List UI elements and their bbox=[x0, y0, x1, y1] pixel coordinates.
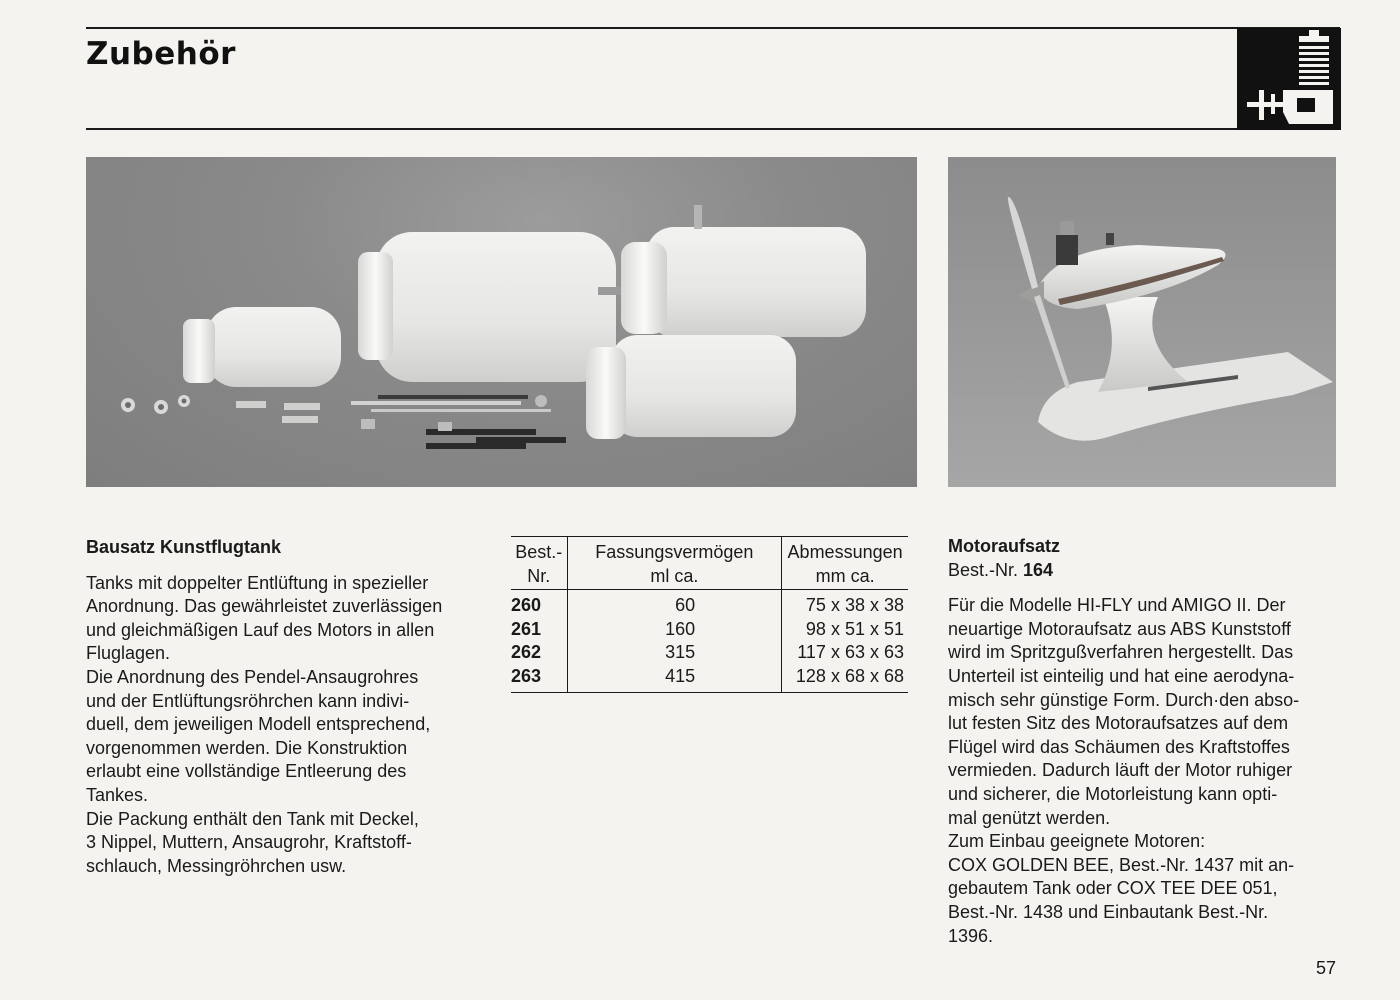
order-number-line bbox=[948, 559, 1348, 583]
order-number-value: 164 bbox=[1023, 559, 1054, 580]
cell-dimensions: 128 x 68 x 68 bbox=[782, 665, 908, 692]
text-line: Zum Einbau geeignete Motoren: bbox=[948, 831, 1206, 852]
text-line: vermieden. Dadurch läuft der Motor ruhiger bbox=[948, 760, 1293, 781]
text-line: Die Packung enthält den Tank mit Deckel, bbox=[86, 808, 419, 829]
header-top-rule bbox=[86, 27, 1340, 29]
cell-capacity: 160 bbox=[567, 618, 782, 642]
header-line: Nr. bbox=[527, 565, 551, 586]
text-line: Tankes. bbox=[86, 784, 149, 805]
text-line: mal genützt werden. bbox=[948, 807, 1111, 828]
text-line: Unterteil ist einteilig und hat eine aerodyna- bbox=[948, 665, 1295, 686]
table-header-row bbox=[511, 537, 908, 590]
table-row bbox=[511, 641, 908, 665]
column-header-order-number bbox=[511, 537, 567, 590]
text-line: Tanks mit doppelter Entlüftung in spezieller bbox=[86, 572, 429, 593]
column-header-dimensions bbox=[782, 537, 908, 590]
table-row bbox=[511, 590, 908, 618]
text-line: gebautem Tank oder COX TEE DEE 051, bbox=[948, 878, 1278, 899]
text-line: lut festen Sitz des Motoraufsatzes auf dem bbox=[948, 713, 1289, 734]
motor-mount-photo bbox=[948, 157, 1336, 487]
text-line: Best.-Nr. 1438 und Einbautank Best.-Nr. bbox=[948, 901, 1269, 922]
motor-mount-heading: Motoraufsatz bbox=[948, 536, 1060, 556]
cell-order-number: 263 bbox=[511, 665, 567, 692]
cell-capacity: 315 bbox=[567, 641, 782, 665]
text-line: Flügel wird das Schäumen des Kraftstoffes bbox=[948, 736, 1290, 757]
text-line: und sicherer, die Motorleistung kann opti- bbox=[948, 783, 1278, 804]
motor-mount-description bbox=[948, 535, 1348, 948]
tank-kit-heading: Bausatz Kunstflugtank bbox=[86, 537, 282, 557]
cell-dimensions: 75 x 38 x 38 bbox=[805, 595, 904, 616]
text-line: schlauch, Messingröhrchen usw. bbox=[86, 855, 347, 876]
header-line: Abmessungen bbox=[787, 542, 903, 562]
header-bottom-rule bbox=[86, 128, 1340, 130]
page-number: 57 bbox=[1316, 958, 1337, 978]
table-row bbox=[511, 665, 908, 692]
text-line: duell, dem jeweiligen Modell entsprechend, bbox=[86, 714, 431, 735]
text-line: wird im Spritzgußverfahren hergestellt. Das bbox=[948, 642, 1294, 663]
text-line: neuartige Motoraufsatz aus ABS Kunststoff bbox=[948, 618, 1291, 639]
cell-dimensions: 98 x 51 x 51 bbox=[805, 618, 904, 639]
header-line: ml ca. bbox=[650, 565, 699, 586]
tank-kit-description bbox=[86, 536, 496, 878]
cell-capacity: 415 bbox=[567, 665, 782, 692]
cell-capacity: 60 bbox=[567, 590, 782, 618]
tank-spec-table bbox=[511, 536, 908, 693]
text-line: Anordnung. Das gewährleistet zuverlässigen bbox=[86, 596, 443, 617]
text-line: Die Anordnung des Pendel-Ansaugrohres bbox=[86, 666, 419, 687]
text-line: 3 Nippel, Muttern, Ansaugrohr, Kraftstoff- bbox=[86, 832, 412, 853]
text-line: und der Entlüftungsröhrchen kann indivi- bbox=[86, 690, 410, 711]
cell-order-number: 261 bbox=[511, 618, 567, 642]
text-line: erlaubt eine vollständige Entleerung des bbox=[86, 761, 407, 782]
cell-order-number: 260 bbox=[511, 590, 567, 618]
text-line: Für die Modelle HI-FLY und AMIGO II. Der bbox=[948, 595, 1286, 616]
text-line: misch sehr günstige Form. Durch·den abso- bbox=[948, 689, 1300, 710]
text-line: COX GOLDEN BEE, Best.-Nr. 1437 mit an- bbox=[948, 854, 1295, 875]
column-header-capacity bbox=[567, 537, 782, 590]
header-line: Fassungsvermögen bbox=[595, 542, 754, 562]
table-row bbox=[511, 618, 908, 642]
text-line: vorgenommen werden. Die Konstruktion bbox=[86, 737, 408, 758]
text-line: Fluglagen. bbox=[86, 643, 171, 664]
header-line: Best.- bbox=[515, 542, 563, 562]
cell-dimensions: 117 x 63 x 63 bbox=[797, 642, 904, 663]
tank-kit-photo bbox=[86, 157, 917, 487]
text-line: 1396. bbox=[948, 925, 994, 946]
text-line: und gleichmäßigen Lauf des Motors in allen bbox=[86, 619, 435, 640]
order-number-prefix: Best.-Nr. bbox=[948, 559, 1024, 580]
cell-order-number: 262 bbox=[511, 641, 567, 665]
header-line: mm ca. bbox=[815, 565, 875, 586]
engine-icon bbox=[1237, 28, 1341, 130]
page-title: Zubehör bbox=[86, 36, 236, 72]
